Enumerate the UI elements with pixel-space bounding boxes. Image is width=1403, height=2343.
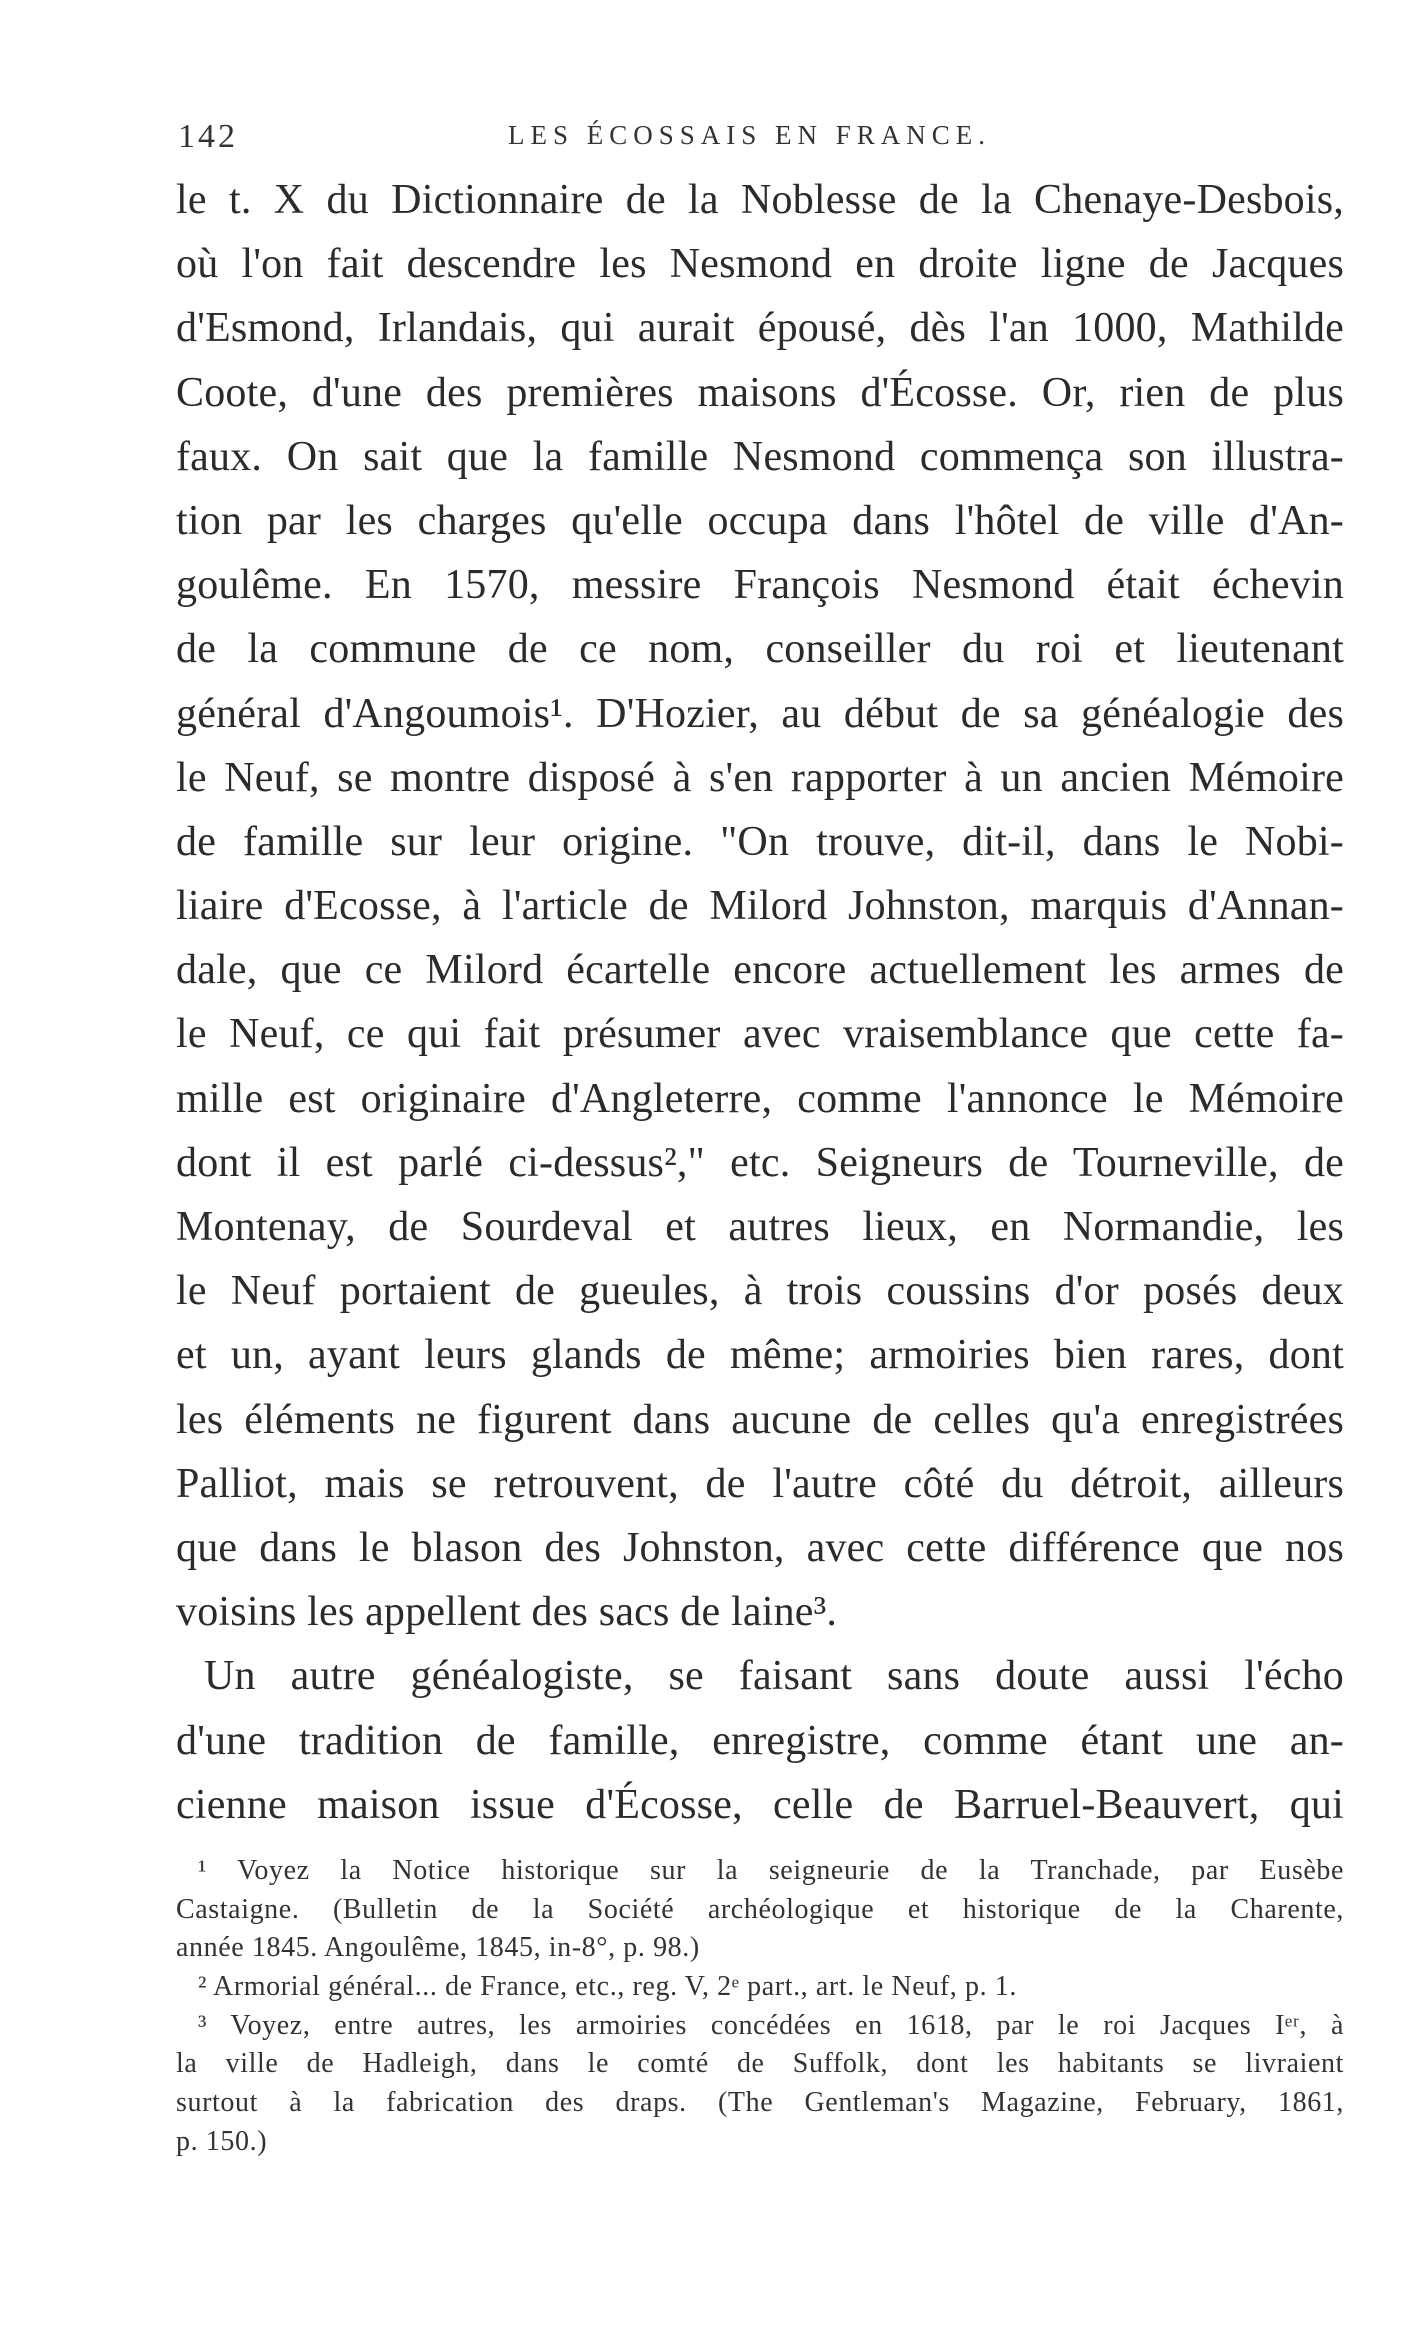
text-line: mille est originaire d'Angleterre, comme l'annonce le Mémoire [176,1075,1344,1122]
page-number: 142 [178,118,238,155]
text-line: général d'Angoumois¹. D'Hozier, au début de sa généalogie des [176,690,1344,737]
text-line: Montenay, de Sourdeval et autres lieux, en Normandie, les [176,1204,1344,1250]
text-line: le Neuf, ce qui fait présumer avec vraisemblance que cette fa- [176,1011,1344,1058]
footnote-line: ² Armorial général... de France, etc., reg. V, 2ᵉ part., art. le Neuf, p. 1. [198,1971,1017,2003]
text-line: de la commune de ce nom, conseiller du roi et lieutenant [176,626,1344,673]
text-line: le Neuf portaient de gueules, à trois coussins d'or posés deux [176,1268,1344,1315]
page-header [178,118,1348,158]
text-line: cienne maison issue d'Écosse, celle de Barruel-Beauvert, qui [176,1781,1344,1828]
text-line: d'Esmond, Irlandais, qui aurait épousé, dès l'an 1000, Mathilde [176,305,1344,352]
text-line: de famille sur leur origine. "On trouve, dit-il, dans le Nobi- [176,818,1344,865]
footnote-line: la ville de Hadleigh, dans le comté de Suffolk, dont les habitants se livraient [176,2048,1344,2080]
text-line: le t. X du Dictionnaire de la Noblesse de la Chenaye-Desbois, [176,177,1344,223]
footnote-line: année 1845. Angoulême, 1845, in-8°, p. 98.) [176,1932,700,1964]
footnote-line: ³ Voyez, entre autres, les armoiries concédées en 1618, par le roi Jacques Iᵉʳ, à [198,2009,1344,2041]
text-line: dont il est parlé ci-dessus²," etc. Seigneurs de Tourneville, de [176,1139,1344,1186]
body-text [176,168,1344,1837]
footnote-line: surtout à la fabrication des draps. (The Gentleman's Magazine, February, 1861, [176,2087,1344,2119]
footnote-line: ¹ Voyez la Notice historique sur la seigneurie de la Tranchade, par Eusèbe [198,1855,1344,1886]
text-line: goulême. En 1570, messire François Nesmond était échevin [176,562,1344,609]
text-line: Un autre généalogiste, se faisant sans doute aussi l'écho [204,1653,1344,1700]
text-line: et un, ayant leurs glands de même; armoiries bien rares, dont [176,1332,1344,1379]
footnotes [176,1852,1344,2162]
footnote-line: p. 150.) [176,2125,268,2157]
text-line: le Neuf, se montre disposé à s'en rapporter à un ancien Mémoire [176,754,1344,801]
text-line: faux. On sait que la famille Nesmond commença son illustra- [176,433,1344,480]
running-head: LES ÉCOSSAIS EN FRANCE. [508,120,992,150]
text-line: où l'on fait descendre les Nesmond en droite ligne de Jacques [176,241,1344,288]
text-line: voisins les appellent des sacs de laine³. [176,1589,838,1636]
text-line: Coote, d'une des premières maisons d'Écosse. Or, rien de plus [176,369,1344,416]
text-line: les éléments ne figurent dans aucune de celles qu'a enregistrées [176,1396,1344,1443]
text-line: Palliot, mais se retrouvent, de l'autre côté du détroit, ailleurs [176,1460,1344,1507]
text-line: liaire d'Ecosse, à l'article de Milord Johnston, marquis d'Annan- [176,883,1344,930]
text-line: tion par les charges qu'elle occupa dans l'hôtel de ville d'An- [176,497,1344,544]
text-line: dale, que ce Milord écartelle encore actuellement les armes de [176,947,1344,994]
text-line: que dans le blason des Johnston, avec cette différence que nos [176,1524,1344,1571]
text-line: d'une tradition de famille, enregistre, comme étant une an- [176,1717,1344,1764]
footnote-line: Castaigne. (Bulletin de la Société archéologique et historique de la Charente, [176,1893,1344,1925]
